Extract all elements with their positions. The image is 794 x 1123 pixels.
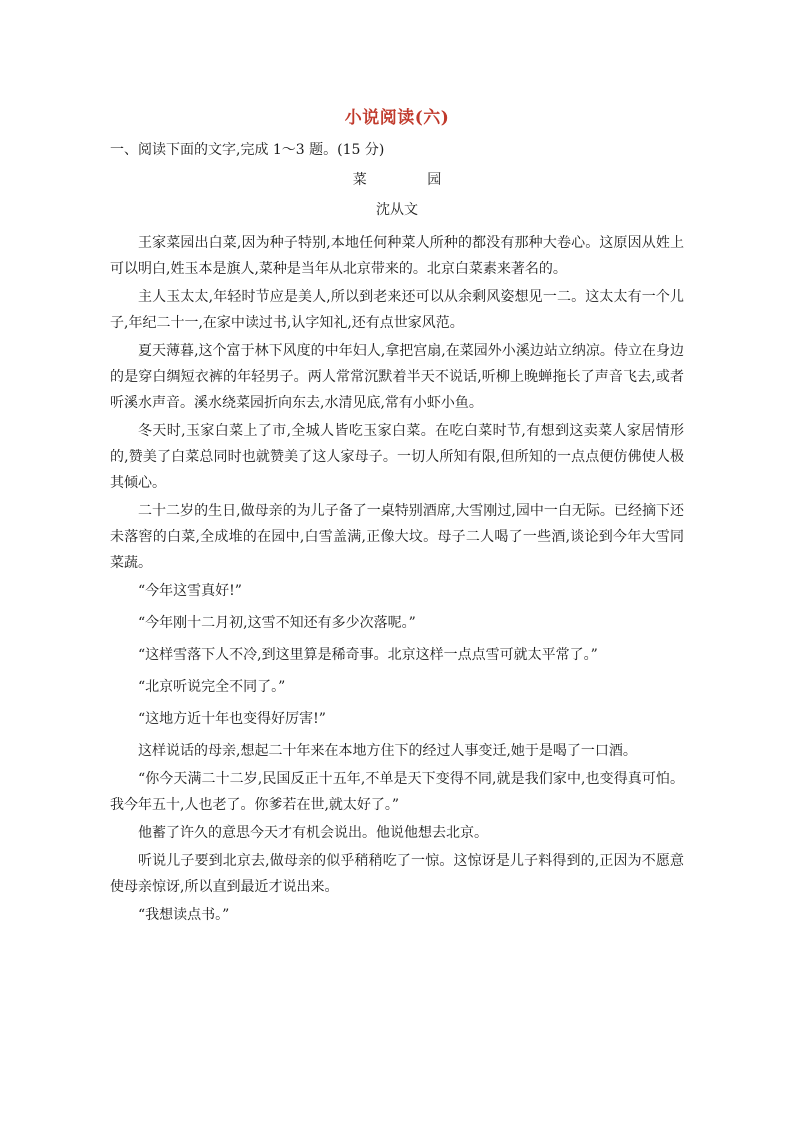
story-title: 菜 园 xyxy=(352,172,456,188)
question-instruction: 一、阅读下面的文字,完成 1～3 题。(15 分) xyxy=(110,142,385,158)
paragraph: 王家菜园出白菜,因为种子特别,本地任何种菜人所种的都没有那种大卷心。这原因从姓上可以明白,姓玉本是旗人,菜种是当年从北京带来的。北京白菜素来著名的。 xyxy=(110,235,684,277)
paragraph: “你今天满二十二岁,民国反正十五年,不单是天下变得不同,就是我们家中,也变得真可怕。我今年五十,人也老了。你爹若在世,就太好了。” xyxy=(110,771,684,813)
dialogue-line: “这地方近十年也变得好厉害!” xyxy=(138,711,326,727)
paragraph: 夏天薄暮,这个富于林下风度的中年妇人,拿把宫扇,在菜园外小溪边站立纳凉。侍立在身边的是穿白绸短衣裤的年轻男子。两人常常沉默着半天不说话,听柳上晚蝉拖长了声音飞去,或者听溪水声音。溪水绕菜园折向东去,水清见底,常有小虾小鱼。 xyxy=(110,343,684,411)
dialogue-line: “这样雪落下人不冷,到这里算是稀奇事。北京这样一点点雪可就太平常了。” xyxy=(138,647,598,663)
document-title: 小说阅读(六) xyxy=(344,108,450,128)
dialogue-line: “今年这雪真好!” xyxy=(138,583,242,599)
story-author: 沈从文 xyxy=(376,202,418,218)
dialogue-line: “我想读点书。” xyxy=(138,907,230,923)
paragraph: 听说儿子要到北京去,做母亲的似乎稍稍吃了一惊。这惊讶是儿子料得到的,正因为不愿意使母亲惊讶,所以直到最近才说出来。 xyxy=(110,853,684,895)
paragraph: 这样说话的母亲,想起二十年来在本地方住下的经过人事变迁,她于是喝了一口酒。 xyxy=(138,743,637,759)
paragraph: 二十二岁的生日,做母亲的为儿子备了一桌特别酒席,大雪刚过,园中一白无际。已经摘下还未落窖的白菜,全成堆的在园中,白雪盖满,正像大坟。母子二人喝了一些酒,谈论到今年大雪同菜蔬。 xyxy=(110,503,684,571)
dialogue-line: “今年刚十二月初,这雪不知还有多少次落呢。” xyxy=(138,615,416,631)
paragraph: 主人玉太太,年轻时节应是美人,所以到老来还可以从余剩风姿想见一二。这太太有一个儿子,年纪二十一,在家中读过书,认字知礼,还有点世家风范。 xyxy=(110,289,684,331)
paragraph: 他蓄了许久的意思今天才有机会说出。他说他想去北京。 xyxy=(138,825,488,841)
dialogue-line: “北京听说完全不同了。” xyxy=(138,679,286,695)
paragraph: 冬天时,玉家白菜上了市,全城人皆吃玉家白菜。在吃白菜时节,有想到这卖菜人家居情形的,赞美了白菜总同时也就赞美了这人家母子。一切人所知有限,但所知的一点点便仿佛使人极其倾心。 xyxy=(110,423,684,491)
